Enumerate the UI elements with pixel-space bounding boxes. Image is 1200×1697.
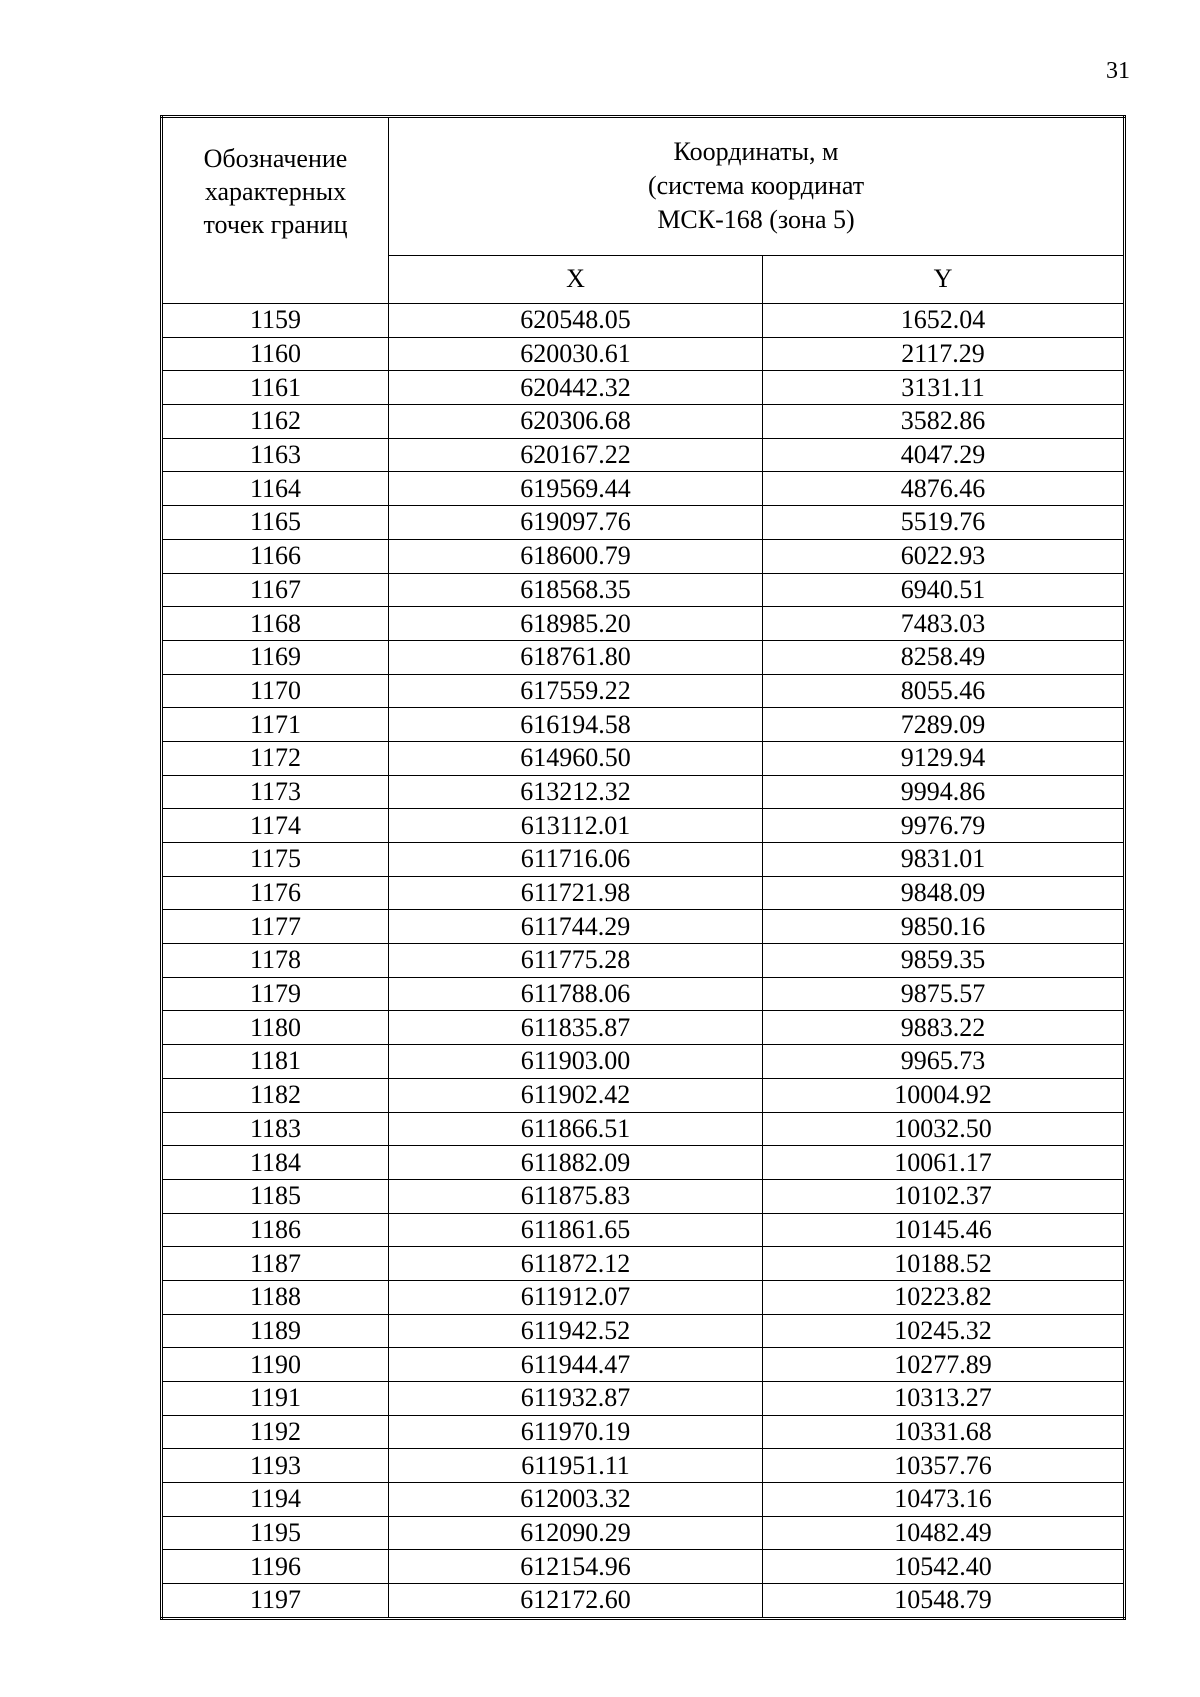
cell-x: 611932.87	[389, 1382, 763, 1416]
cell-x: 620442.32	[389, 371, 763, 405]
cell-point: 1192	[162, 1415, 389, 1449]
cell-point: 1184	[162, 1146, 389, 1180]
table-row	[162, 741, 1125, 775]
table-row	[162, 506, 1125, 540]
table-row	[162, 1584, 1125, 1619]
table-row	[162, 843, 1125, 877]
table-row	[162, 405, 1125, 439]
cell-y: 9994.86	[763, 775, 1125, 809]
table-row	[162, 1483, 1125, 1517]
cell-point: 1196	[162, 1550, 389, 1584]
cell-x: 618600.79	[389, 539, 763, 573]
cell-x: 611951.11	[389, 1449, 763, 1483]
cell-y: 6940.51	[763, 573, 1125, 607]
cell-point: 1190	[162, 1348, 389, 1382]
table-row	[162, 1449, 1125, 1483]
cell-point: 1164	[162, 472, 389, 506]
cell-y: 4876.46	[763, 472, 1125, 506]
table-row	[162, 573, 1125, 607]
cell-point: 1197	[162, 1584, 389, 1619]
table-row	[162, 910, 1125, 944]
cell-y: 9129.94	[763, 741, 1125, 775]
table-row	[162, 1314, 1125, 1348]
cell-y: 10032.50	[763, 1112, 1125, 1146]
cell-x: 611912.07	[389, 1280, 763, 1314]
header-coords-line: Координаты, м	[673, 137, 839, 167]
cell-point: 1171	[162, 708, 389, 742]
cell-y: 7289.09	[763, 708, 1125, 742]
table-header	[162, 117, 1125, 304]
table-row	[162, 539, 1125, 573]
cell-y: 9850.16	[763, 910, 1125, 944]
cell-x: 611872.12	[389, 1247, 763, 1281]
header-coordinates	[389, 117, 1125, 256]
cell-x: 611721.98	[389, 876, 763, 910]
table-row	[162, 472, 1125, 506]
table-row	[162, 1112, 1125, 1146]
cell-point: 1175	[162, 843, 389, 877]
cell-x: 618568.35	[389, 573, 763, 607]
table-row	[162, 1213, 1125, 1247]
cell-y: 9883.22	[763, 1011, 1125, 1045]
cell-point: 1176	[162, 876, 389, 910]
table-row	[162, 674, 1125, 708]
cell-x: 611875.83	[389, 1179, 763, 1213]
header-coords-line: (система координат	[647, 171, 865, 201]
cell-y: 9859.35	[763, 944, 1125, 978]
cell-point: 1194	[162, 1483, 389, 1517]
cell-y: 9976.79	[763, 809, 1125, 843]
cell-point: 1185	[162, 1179, 389, 1213]
table-row	[162, 1045, 1125, 1079]
table-row	[162, 809, 1125, 843]
cell-y: 10061.17	[763, 1146, 1125, 1180]
header-point-line: Обозначение	[203, 144, 348, 173]
cell-point: 1179	[162, 977, 389, 1011]
cell-x: 611944.47	[389, 1348, 763, 1382]
cell-y: 10277.89	[763, 1348, 1125, 1382]
cell-x: 611744.29	[389, 910, 763, 944]
header-y: Y	[763, 255, 1125, 303]
cell-point: 1178	[162, 944, 389, 978]
table-row	[162, 371, 1125, 405]
cell-x: 611882.09	[389, 1146, 763, 1180]
cell-y: 6022.93	[763, 539, 1125, 573]
cell-x: 620548.05	[389, 304, 763, 338]
table-row	[162, 304, 1125, 338]
header-coords-line: МСК-168 (зона 5)	[657, 205, 855, 235]
cell-x: 612154.96	[389, 1550, 763, 1584]
cell-y: 10542.40	[763, 1550, 1125, 1584]
cell-y: 10223.82	[763, 1280, 1125, 1314]
cell-point: 1177	[162, 910, 389, 944]
cell-y: 10331.68	[763, 1415, 1125, 1449]
cell-point: 1180	[162, 1011, 389, 1045]
cell-x: 611788.06	[389, 977, 763, 1011]
coordinates-table	[160, 115, 1126, 1620]
cell-x: 620167.22	[389, 438, 763, 472]
cell-point: 1191	[162, 1382, 389, 1416]
cell-x: 611716.06	[389, 843, 763, 877]
cell-y: 10313.27	[763, 1382, 1125, 1416]
cell-x: 616194.58	[389, 708, 763, 742]
header-point-line: характерных	[204, 177, 347, 206]
cell-point: 1163	[162, 438, 389, 472]
cell-y: 10245.32	[763, 1314, 1125, 1348]
cell-point: 1193	[162, 1449, 389, 1483]
table-row	[162, 337, 1125, 371]
cell-x: 611866.51	[389, 1112, 763, 1146]
cell-x: 620030.61	[389, 337, 763, 371]
cell-y: 8055.46	[763, 674, 1125, 708]
cell-y: 9831.01	[763, 843, 1125, 877]
table-row	[162, 1516, 1125, 1550]
cell-point: 1187	[162, 1247, 389, 1281]
header-point-line: точек границ	[203, 210, 348, 239]
cell-point: 1188	[162, 1280, 389, 1314]
table-row	[162, 977, 1125, 1011]
cell-y: 3582.86	[763, 405, 1125, 439]
cell-y: 9848.09	[763, 876, 1125, 910]
cell-x: 612172.60	[389, 1584, 763, 1619]
cell-point: 1182	[162, 1078, 389, 1112]
table-row	[162, 1179, 1125, 1213]
cell-point: 1186	[162, 1213, 389, 1247]
table-row	[162, 607, 1125, 641]
cell-x: 619097.76	[389, 506, 763, 540]
table-body	[162, 304, 1125, 1619]
cell-x: 611861.65	[389, 1213, 763, 1247]
cell-point: 1169	[162, 640, 389, 674]
table-row	[162, 1011, 1125, 1045]
table-row	[162, 1348, 1125, 1382]
table-row	[162, 1382, 1125, 1416]
cell-point: 1181	[162, 1045, 389, 1079]
cell-x: 611902.42	[389, 1078, 763, 1112]
cell-x: 613112.01	[389, 809, 763, 843]
cell-x: 618761.80	[389, 640, 763, 674]
page-number: 31	[1106, 58, 1130, 84]
cell-y: 9875.57	[763, 977, 1125, 1011]
table-row	[162, 1415, 1125, 1449]
table-row	[162, 876, 1125, 910]
table-row	[162, 775, 1125, 809]
cell-y: 9965.73	[763, 1045, 1125, 1079]
cell-point: 1161	[162, 371, 389, 405]
cell-y: 8258.49	[763, 640, 1125, 674]
table-row	[162, 1280, 1125, 1314]
cell-point: 1195	[162, 1516, 389, 1550]
cell-x: 612003.32	[389, 1483, 763, 1517]
cell-x: 611775.28	[389, 944, 763, 978]
cell-x: 614960.50	[389, 741, 763, 775]
table-row	[162, 1550, 1125, 1584]
cell-x: 613212.32	[389, 775, 763, 809]
cell-x: 611970.19	[389, 1415, 763, 1449]
cell-y: 10357.76	[763, 1449, 1125, 1483]
cell-x: 619569.44	[389, 472, 763, 506]
header-point-designation	[162, 117, 389, 304]
cell-x: 620306.68	[389, 405, 763, 439]
table-row	[162, 438, 1125, 472]
cell-y: 1652.04	[763, 304, 1125, 338]
table-row	[162, 1247, 1125, 1281]
table-row	[162, 640, 1125, 674]
cell-y: 10004.92	[763, 1078, 1125, 1112]
cell-point: 1167	[162, 573, 389, 607]
cell-y: 10145.46	[763, 1213, 1125, 1247]
cell-y: 10102.37	[763, 1179, 1125, 1213]
cell-point: 1160	[162, 337, 389, 371]
cell-point: 1165	[162, 506, 389, 540]
cell-x: 611942.52	[389, 1314, 763, 1348]
cell-y: 3131.11	[763, 371, 1125, 405]
cell-x: 611835.87	[389, 1011, 763, 1045]
cell-y: 10482.49	[763, 1516, 1125, 1550]
table-row	[162, 708, 1125, 742]
cell-point: 1162	[162, 405, 389, 439]
cell-point: 1189	[162, 1314, 389, 1348]
cell-y: 4047.29	[763, 438, 1125, 472]
cell-point: 1159	[162, 304, 389, 338]
cell-x: 617559.22	[389, 674, 763, 708]
cell-point: 1166	[162, 539, 389, 573]
cell-y: 5519.76	[763, 506, 1125, 540]
cell-x: 611903.00	[389, 1045, 763, 1079]
cell-point: 1172	[162, 741, 389, 775]
cell-point: 1174	[162, 809, 389, 843]
cell-y: 2117.29	[763, 337, 1125, 371]
cell-y: 10188.52	[763, 1247, 1125, 1281]
cell-y: 10548.79	[763, 1584, 1125, 1619]
table-row	[162, 1146, 1125, 1180]
header-x: X	[389, 255, 763, 303]
cell-x: 612090.29	[389, 1516, 763, 1550]
cell-y: 7483.03	[763, 607, 1125, 641]
cell-point: 1170	[162, 674, 389, 708]
cell-point: 1173	[162, 775, 389, 809]
cell-x: 618985.20	[389, 607, 763, 641]
cell-y: 10473.16	[763, 1483, 1125, 1517]
cell-point: 1168	[162, 607, 389, 641]
table-row	[162, 1078, 1125, 1112]
table-row	[162, 944, 1125, 978]
cell-point: 1183	[162, 1112, 389, 1146]
